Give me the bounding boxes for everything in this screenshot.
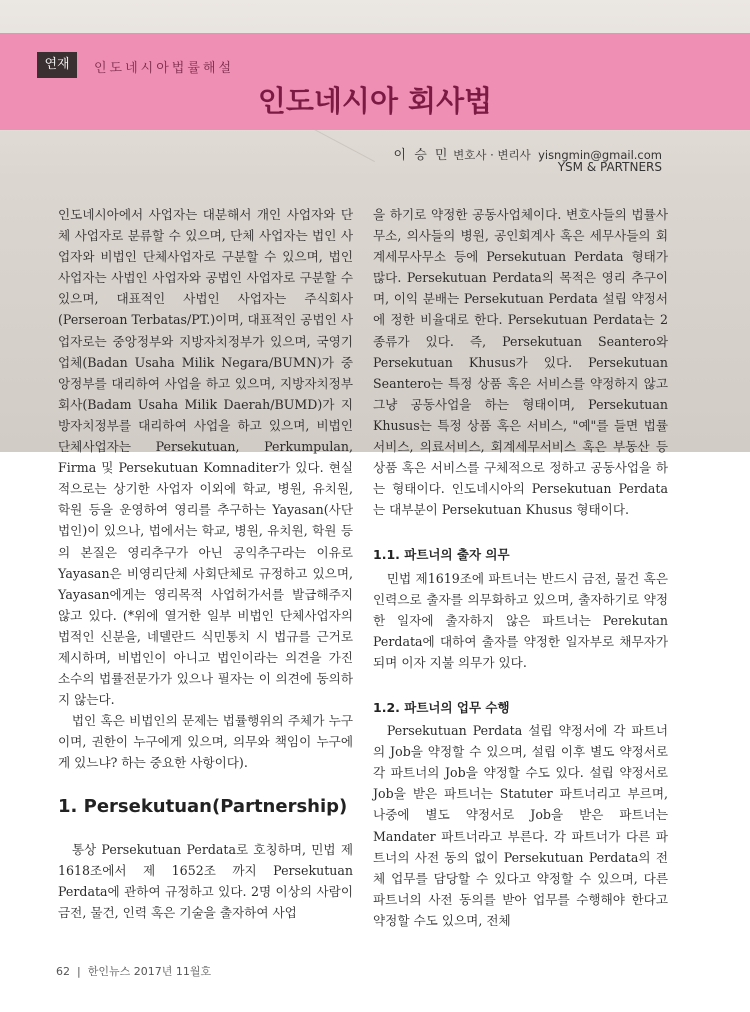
subsection-heading: 1.1. 파트너의 출자 의무 — [373, 547, 510, 563]
article-title: 인도네시아 회사법 — [257, 84, 493, 118]
body-paragraph: 민법 제1619조에 파트너는 반드시 금전, 물건 혹은 인력으로 출자를 의무화하고 있으며, 출자하기로 약정한 일자에 출자하지 않은 파트너는 Perekutan Perdata에 대하여 출자를 약정한 일자부로 채무자가 되며 이자 지불 의무가 있다. — [373, 570, 668, 670]
author-name: 이 승 민 — [393, 148, 450, 163]
left-column — [58, 204, 353, 923]
author-email[interactable]: yisngmin@gmail.com — [538, 148, 662, 162]
right-column — [373, 204, 668, 931]
body-paragraph: 을 하기로 약정한 공동사업체이다. 변호사들의 법률사무소, 의사들의 병원, 공인회계사 혹은 세무사들의 회계세무사무소 등에 Persekutuan Perdata 형태가 많다. Persekutuan Perdata의 목적은 영리 추구이며, 이익 분배는 Persekutuan Perdata 설립 약정서에 정한 비율대로 한다. Persekutuan Perdata는 2 종류가 있다. 즉, Persekutuan Seantero와 Persekutuan Khusus가 있다. Persekutuan Seantero는 특정 상품 혹은 서비스를 약정하지 않고 그냥 공동사업을 하는 형태이며, Persekutuan Khusus는 특정 상품 혹은 서비스, "예"를 들면 법률서비스, 의료서비스, 회계세무서비스 혹은 부동산 등 상품 혹은 서비스를 구체적으로 정하고 공동사업을 하는 형태이다. 인도네시아의 Persekutuan Perdata는 대부분이 Persekutuan Khusus 형태이다. — [373, 207, 668, 518]
body-paragraph: 인도네시아에서 사업자는 대분해서 개인 사업자와 단체 사업자로 분류할 수 있으며, 단체 사업자는 법인 사업자와 비법인 단체사업자로 구분할 수 있으며, 법인 사업자는 사법인 사업자와 공법인 사업자로 구분할 수 있으며, 대표적인 사법인 사업자는 주식회사(Perseroan Terbatas/PT.)이며, 대표적인 공법인 사업자로는 중앙정부와 지방자치정부가 있으며, 국영기업체(Badan Usaha Milik Negara/BUMN)가 중앙정부를 대리하여 사업을 하고 있으며, 지방자치정부 회사(Badam Usaha Milik Daerah/BUMD)가 지방자치정부를 대리하여 사업을 하고 있으며, 비법인 단체사업자는 Persekutuan, Perkumpulan, Firma 및 Persekutuan Komnaditer가 있다. 현실적으로는 상기한 사업자 이외에 학교, 병원, 유치원, 학원 등을 운영하여 영리를 추구하는 Yayasan(사단법인)이 있으나, 법에서는 학교, 병원, 유치원, 학원 등의 본질은 영리추구가 아닌 공익추구라는 이유로 Yayasan은 비영리단체 사회단체로 규정하고 있으며, Yayasan에게는 영리목적 사업허가서를 발급해주지 않고 있다. (*위에 열거한 일부 비법인 단체사업자의 법적인 신분을, 네델란드 식민통치 시 법규를 근거로 제시하며, 비법인이 아니고 법인이라는 의견을 가진 소수의 법률전문가가 있으나 필자는 이 의견에 동의하지 않는다. — [58, 207, 353, 708]
firm-name: YSM & PARTNERS — [557, 160, 662, 174]
body-paragraph: 법인 혹은 비법인의 문제는 법률행위의 주체가 누구이며, 권한이 누구에게 있으며, 의무와 책임이 누구에게 있느냐? 하는 중요한 사항이다). — [58, 713, 353, 771]
subsection-heading: 1.2. 파트너의 업무 수행 — [373, 699, 510, 715]
body-paragraph: 통상 Persekutuan Perdata로 호칭하며, 민법 제 1618조에서 제 1652조 까지 Persekutuan Perdata에 관하여 규정하고 있다. 2명 이상의 사람이 금전, 물건, 인력 혹은 기술을 출자하여 사업 — [58, 841, 353, 920]
section-heading: 1. Persekutuan(Partnership) — [58, 795, 348, 817]
page-footer — [56, 963, 211, 979]
footer-separator: | — [77, 965, 81, 978]
author-role: 변호사 · 변리사 — [453, 148, 531, 162]
body-paragraph: Persekutuan Perdata 설립 약정서에 각 파트너의 Job을 약정할 수 있으며, 설립 이후 별도 약정서로 각 파트너의 Job을 약정할 수도 있다. 설립 약정서로 Job을 받은 파트너는 Statuter 파트너리고 부르며, 나중에 별도 약정서로 Job을 받은 파트너는 Mandater 파트너라고 부른다. 각 파트너가 다른 파트너의 사전 동의 없이 Persekutuan Perdata의 전체 업무를 담당할 수 있다고 약정할 수 있으며, 다른 파트너의 사전 동의를 받아 업무를 수행해야 한다고 약정할 수도 있으며, 전체 — [373, 723, 668, 928]
publication-name: 한인뉴스 2017년 11월호 — [87, 965, 212, 978]
page-number: 62 — [56, 965, 70, 978]
series-name: 인도네시아법률해설 — [94, 61, 235, 76]
series-tag: 연재 — [37, 52, 77, 78]
